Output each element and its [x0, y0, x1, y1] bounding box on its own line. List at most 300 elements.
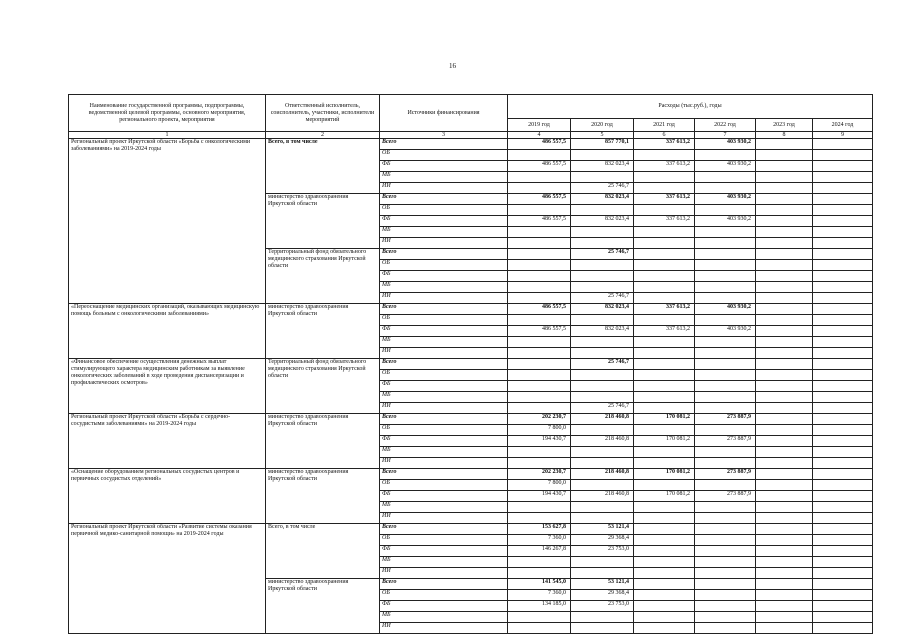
funding-source: ОБ	[380, 425, 508, 436]
amount-cell	[634, 205, 695, 216]
amount-cell: 337 613,2	[634, 139, 695, 150]
amount-cell	[571, 480, 634, 491]
funding-source: МБ	[380, 612, 508, 623]
program-name: Региональный проект Иркутской области «Развитие системы оказания первичной медико-санитарной помощи» на 2019-2024 годы	[69, 524, 266, 634]
amount-cell: 486 557,5	[508, 161, 571, 172]
funding-source: МБ	[380, 447, 508, 458]
amount-cell: 832 023,4	[571, 304, 634, 315]
amount-cell	[756, 139, 813, 150]
amount-cell	[634, 392, 695, 403]
funding-source: ОБ	[380, 590, 508, 601]
amount-cell	[634, 348, 695, 359]
amount-cell	[695, 623, 756, 634]
amount-cell	[756, 304, 813, 315]
amount-cell	[634, 315, 695, 326]
amount-cell	[695, 535, 756, 546]
amount-cell	[756, 392, 813, 403]
amount-cell	[695, 502, 756, 513]
amount-cell	[571, 271, 634, 282]
header-year: 2024 год	[813, 119, 873, 132]
amount-cell	[756, 183, 813, 194]
amount-cell	[508, 392, 571, 403]
amount-cell	[756, 249, 813, 260]
amount-cell	[813, 304, 873, 315]
amount-cell	[508, 381, 571, 392]
funding-source: ОБ	[380, 370, 508, 381]
amount-cell	[571, 150, 634, 161]
table-row	[69, 469, 873, 480]
amount-cell: 7 800,0	[508, 425, 571, 436]
amount-cell: 403 930,2	[695, 194, 756, 205]
amount-cell	[634, 425, 695, 436]
amount-cell	[756, 238, 813, 249]
executor-name: Территориальный фонд обязательного медицинского страхования Иркутской области	[266, 359, 380, 414]
amount-cell	[756, 458, 813, 469]
amount-cell	[634, 458, 695, 469]
amount-cell	[634, 579, 695, 590]
amount-cell	[634, 370, 695, 381]
amount-cell: 403 930,2	[695, 326, 756, 337]
amount-cell	[813, 216, 873, 227]
amount-cell	[756, 480, 813, 491]
amount-cell	[508, 359, 571, 370]
amount-cell: 153 627,8	[508, 524, 571, 535]
amount-cell	[571, 612, 634, 623]
amount-cell	[756, 436, 813, 447]
program-name: Региональный проект Иркутской области «Борьба с онкологическими заболеваниями» на 2019-2024 годы	[69, 139, 266, 304]
amount-cell: 146 267,8	[508, 546, 571, 557]
amount-cell: 832 023,4	[571, 326, 634, 337]
amount-cell	[571, 425, 634, 436]
amount-cell	[813, 205, 873, 216]
amount-cell	[634, 271, 695, 282]
funding-source: Всего	[380, 359, 508, 370]
amount-cell	[756, 216, 813, 227]
amount-cell	[634, 172, 695, 183]
amount-cell	[634, 535, 695, 546]
amount-cell	[508, 447, 571, 458]
funding-source: Всего	[380, 414, 508, 425]
amount-cell: 218 460,8	[571, 469, 634, 480]
col-number: 5	[571, 132, 634, 139]
amount-cell: 403 930,2	[695, 161, 756, 172]
amount-cell: 218 460,8	[571, 491, 634, 502]
amount-cell: 25 746,7	[571, 249, 634, 260]
amount-cell	[813, 469, 873, 480]
table-row	[69, 414, 873, 425]
col-number: 7	[695, 132, 756, 139]
amount-cell	[634, 282, 695, 293]
executor-name: министерство здравоохранения Иркутской области	[266, 579, 380, 634]
amount-cell	[813, 579, 873, 590]
amount-cell	[813, 502, 873, 513]
amount-cell	[571, 370, 634, 381]
funding-source: ФБ	[380, 271, 508, 282]
executor-name: министерство здравоохранения Иркутской области	[266, 469, 380, 524]
amount-cell	[571, 282, 634, 293]
amount-cell	[508, 348, 571, 359]
program-name: «Переоснащение медицинских организаций, оказывающих медицинскую помощь больным с онкологическими заболеваниями»	[69, 304, 266, 359]
amount-cell: 141 545,0	[508, 579, 571, 590]
amount-cell	[634, 590, 695, 601]
executor-name: Территориальный фонд обязательного медицинского страхования Иркутской области	[266, 249, 380, 304]
amount-cell	[695, 271, 756, 282]
amount-cell	[813, 359, 873, 370]
amount-cell: 832 023,4	[571, 161, 634, 172]
amount-cell	[695, 348, 756, 359]
amount-cell	[571, 568, 634, 579]
amount-cell: 194 430,7	[508, 491, 571, 502]
amount-cell	[756, 414, 813, 425]
amount-cell	[813, 381, 873, 392]
amount-cell: 273 887,9	[695, 436, 756, 447]
amount-cell: 134 185,0	[508, 601, 571, 612]
amount-cell	[508, 271, 571, 282]
program-name: Региональный проект Иркутской области «Борьба с сердечно-сосудистыми заболеваниями» на 2019-2024 годы	[69, 414, 266, 469]
amount-cell	[813, 590, 873, 601]
amount-cell	[813, 546, 873, 557]
header-year: 2019 год	[508, 119, 571, 132]
amount-cell	[813, 139, 873, 150]
amount-cell	[813, 425, 873, 436]
amount-cell	[756, 546, 813, 557]
amount-cell	[695, 183, 756, 194]
funding-source: МБ	[380, 337, 508, 348]
funding-source: Всего	[380, 524, 508, 535]
amount-cell	[813, 491, 873, 502]
amount-cell	[508, 172, 571, 183]
amount-cell	[813, 150, 873, 161]
funding-source: ИИ	[380, 238, 508, 249]
amount-cell	[813, 227, 873, 238]
amount-cell: 832 023,4	[571, 194, 634, 205]
amount-cell	[695, 601, 756, 612]
amount-cell	[571, 348, 634, 359]
amount-cell	[508, 568, 571, 579]
funding-source: ИИ	[380, 293, 508, 304]
amount-cell	[756, 227, 813, 238]
funding-source: Всего	[380, 139, 508, 150]
amount-cell	[756, 150, 813, 161]
header-year: 2020 год	[571, 119, 634, 132]
funding-source: ФБ	[380, 601, 508, 612]
funding-source: ФБ	[380, 546, 508, 557]
amount-cell	[756, 326, 813, 337]
funding-source: ФБ	[380, 161, 508, 172]
amount-cell	[695, 513, 756, 524]
amount-cell	[695, 150, 756, 161]
funding-source: ОБ	[380, 205, 508, 216]
table-row	[69, 139, 873, 150]
header-year: 2022 год	[695, 119, 756, 132]
amount-cell: 170 081,2	[634, 436, 695, 447]
amount-cell: 23 753,0	[571, 601, 634, 612]
amount-cell	[695, 227, 756, 238]
funding-source: ОБ	[380, 260, 508, 271]
amount-cell	[634, 238, 695, 249]
amount-cell	[634, 359, 695, 370]
amount-cell: 29 368,4	[571, 535, 634, 546]
amount-cell	[571, 381, 634, 392]
amount-cell	[634, 612, 695, 623]
amount-cell	[813, 238, 873, 249]
amount-cell	[756, 469, 813, 480]
amount-cell: 832 023,4	[571, 216, 634, 227]
amount-cell	[634, 227, 695, 238]
amount-cell	[634, 502, 695, 513]
funding-source: ФБ	[380, 326, 508, 337]
amount-cell	[813, 194, 873, 205]
amount-cell	[571, 238, 634, 249]
amount-cell	[508, 458, 571, 469]
amount-cell	[508, 513, 571, 524]
amount-cell	[695, 425, 756, 436]
amount-cell	[695, 381, 756, 392]
funding-source: Всего	[380, 249, 508, 260]
col-number: 6	[634, 132, 695, 139]
col-number: 2	[266, 132, 380, 139]
funding-source: Всего	[380, 194, 508, 205]
amount-cell	[756, 359, 813, 370]
amount-cell	[695, 612, 756, 623]
funding-source: МБ	[380, 502, 508, 513]
amount-cell	[571, 392, 634, 403]
amount-cell	[634, 249, 695, 260]
table-row	[69, 359, 873, 370]
amount-cell: 25 746,7	[571, 359, 634, 370]
header-year: 2021 год	[634, 119, 695, 132]
funding-source: ОБ	[380, 535, 508, 546]
funding-source: ОБ	[380, 150, 508, 161]
amount-cell	[571, 557, 634, 568]
amount-cell: 170 081,2	[634, 491, 695, 502]
funding-source: ФБ	[380, 381, 508, 392]
amount-cell	[813, 172, 873, 183]
amount-cell	[634, 260, 695, 271]
amount-cell	[813, 260, 873, 271]
amount-cell	[634, 403, 695, 414]
amount-cell	[813, 326, 873, 337]
header-year: 2023 год	[756, 119, 813, 132]
amount-cell	[813, 447, 873, 458]
amount-cell	[634, 601, 695, 612]
amount-cell	[508, 337, 571, 348]
amount-cell	[634, 480, 695, 491]
funding-source: ИИ	[380, 513, 508, 524]
amount-cell	[508, 502, 571, 513]
amount-cell: 170 081,2	[634, 469, 695, 480]
amount-cell	[695, 249, 756, 260]
amount-cell: 53 121,4	[571, 524, 634, 535]
amount-cell	[508, 238, 571, 249]
amount-cell	[508, 623, 571, 634]
amount-cell: 194 430,7	[508, 436, 571, 447]
amount-cell	[756, 568, 813, 579]
col-number: 8	[756, 132, 813, 139]
amount-cell	[813, 601, 873, 612]
amount-cell	[756, 447, 813, 458]
amount-cell: 273 887,9	[695, 491, 756, 502]
amount-cell	[695, 172, 756, 183]
amount-cell	[695, 403, 756, 414]
amount-cell	[571, 315, 634, 326]
table-body	[69, 139, 873, 634]
funding-source: ФБ	[380, 491, 508, 502]
amount-cell: 337 613,2	[634, 194, 695, 205]
amount-cell	[756, 491, 813, 502]
amount-cell	[571, 205, 634, 216]
amount-cell: 337 613,2	[634, 216, 695, 227]
funding-source: ФБ	[380, 436, 508, 447]
executor-name: министерство здравоохранения Иркутской области	[266, 414, 380, 469]
amount-cell	[508, 260, 571, 271]
amount-cell	[813, 370, 873, 381]
amount-cell	[756, 293, 813, 304]
amount-cell	[695, 260, 756, 271]
amount-cell	[634, 568, 695, 579]
amount-cell	[634, 183, 695, 194]
amount-cell	[571, 227, 634, 238]
amount-cell	[813, 414, 873, 425]
amount-cell	[695, 293, 756, 304]
amount-cell	[813, 161, 873, 172]
funding-source: ИИ	[380, 458, 508, 469]
amount-cell: 486 557,5	[508, 194, 571, 205]
executor-name: министерство здравоохранения Иркутской области	[266, 194, 380, 249]
amount-cell: 53 121,4	[571, 579, 634, 590]
amount-cell	[634, 513, 695, 524]
amount-cell	[508, 249, 571, 260]
amount-cell	[813, 623, 873, 634]
program-name: «Финансовое обеспечение осуществления денежных выплат стимулирующего характера медицинским работникам за выявление онкологических заболеваний в ходе проведения диспансеризации и профилактических осмотров»	[69, 359, 266, 414]
amount-cell	[813, 315, 873, 326]
amount-cell	[756, 337, 813, 348]
amount-cell	[813, 436, 873, 447]
amount-cell	[695, 480, 756, 491]
amount-cell	[756, 623, 813, 634]
amount-cell	[756, 557, 813, 568]
funding-source: ИИ	[380, 623, 508, 634]
funding-source: ОБ	[380, 315, 508, 326]
amount-cell	[756, 524, 813, 535]
amount-cell	[813, 337, 873, 348]
budget-table	[68, 94, 873, 634]
col-number: 3	[380, 132, 508, 139]
amount-cell: 170 081,2	[634, 414, 695, 425]
amount-cell: 29 368,4	[571, 590, 634, 601]
amount-cell	[508, 205, 571, 216]
funding-source: Всего	[380, 579, 508, 590]
amount-cell	[813, 458, 873, 469]
amount-cell	[695, 337, 756, 348]
amount-cell	[813, 513, 873, 524]
amount-cell: 273 887,9	[695, 469, 756, 480]
amount-cell	[813, 480, 873, 491]
amount-cell	[571, 260, 634, 271]
amount-cell	[695, 359, 756, 370]
executor-name: министерство здравоохранения Иркутской области	[266, 304, 380, 359]
header-executor: Ответственный исполнитель, соисполнитель, участники, исполнители мероприятий	[266, 95, 380, 132]
amount-cell	[634, 623, 695, 634]
amount-cell	[813, 282, 873, 293]
amount-cell	[634, 557, 695, 568]
amount-cell	[695, 546, 756, 557]
amount-cell	[508, 293, 571, 304]
amount-cell	[813, 568, 873, 579]
amount-cell	[756, 381, 813, 392]
amount-cell	[571, 513, 634, 524]
funding-source: МБ	[380, 392, 508, 403]
funding-source: МБ	[380, 282, 508, 293]
amount-cell	[508, 227, 571, 238]
amount-cell: 7 800,0	[508, 480, 571, 491]
amount-cell: 486 557,5	[508, 304, 571, 315]
amount-cell	[813, 348, 873, 359]
funding-source: Всего	[380, 469, 508, 480]
amount-cell	[571, 623, 634, 634]
funding-source: Всего	[380, 304, 508, 315]
executor-name: Всего, в том числе	[266, 139, 380, 194]
amount-cell	[756, 403, 813, 414]
amount-cell	[756, 590, 813, 601]
amount-cell	[634, 381, 695, 392]
amount-cell: 857 770,1	[571, 139, 634, 150]
funding-source: ФБ	[380, 216, 508, 227]
funding-source: ОБ	[380, 480, 508, 491]
amount-cell	[571, 337, 634, 348]
amount-cell	[508, 557, 571, 568]
amount-cell	[634, 524, 695, 535]
amount-cell	[634, 150, 695, 161]
amount-cell	[508, 403, 571, 414]
amount-cell	[756, 260, 813, 271]
amount-cell	[695, 315, 756, 326]
amount-cell	[813, 524, 873, 535]
amount-cell: 486 557,5	[508, 326, 571, 337]
amount-cell	[756, 425, 813, 436]
amount-cell: 218 460,8	[571, 436, 634, 447]
amount-cell	[756, 161, 813, 172]
funding-source: ИИ	[380, 348, 508, 359]
amount-cell: 202 230,7	[508, 414, 571, 425]
table-row	[69, 304, 873, 315]
amount-cell	[695, 568, 756, 579]
col-number: 1	[69, 132, 266, 139]
amount-cell	[813, 557, 873, 568]
table-row	[69, 524, 873, 535]
amount-cell	[695, 447, 756, 458]
amount-cell	[695, 205, 756, 216]
amount-cell: 25 746,7	[571, 183, 634, 194]
amount-cell	[695, 557, 756, 568]
amount-cell	[813, 271, 873, 282]
amount-cell: 273 887,9	[695, 414, 756, 425]
amount-cell: 202 230,7	[508, 469, 571, 480]
amount-cell: 403 930,2	[695, 139, 756, 150]
amount-cell: 337 613,2	[634, 161, 695, 172]
amount-cell	[756, 601, 813, 612]
amount-cell	[756, 612, 813, 623]
amount-cell	[695, 458, 756, 469]
amount-cell: 218 460,8	[571, 414, 634, 425]
amount-cell	[813, 535, 873, 546]
funding-source: МБ	[380, 172, 508, 183]
amount-cell: 486 557,5	[508, 139, 571, 150]
amount-cell	[756, 282, 813, 293]
amount-cell	[756, 194, 813, 205]
page-number: 16	[449, 62, 456, 70]
header-expenses: Расходы (тыс.руб.), годы	[508, 95, 873, 119]
